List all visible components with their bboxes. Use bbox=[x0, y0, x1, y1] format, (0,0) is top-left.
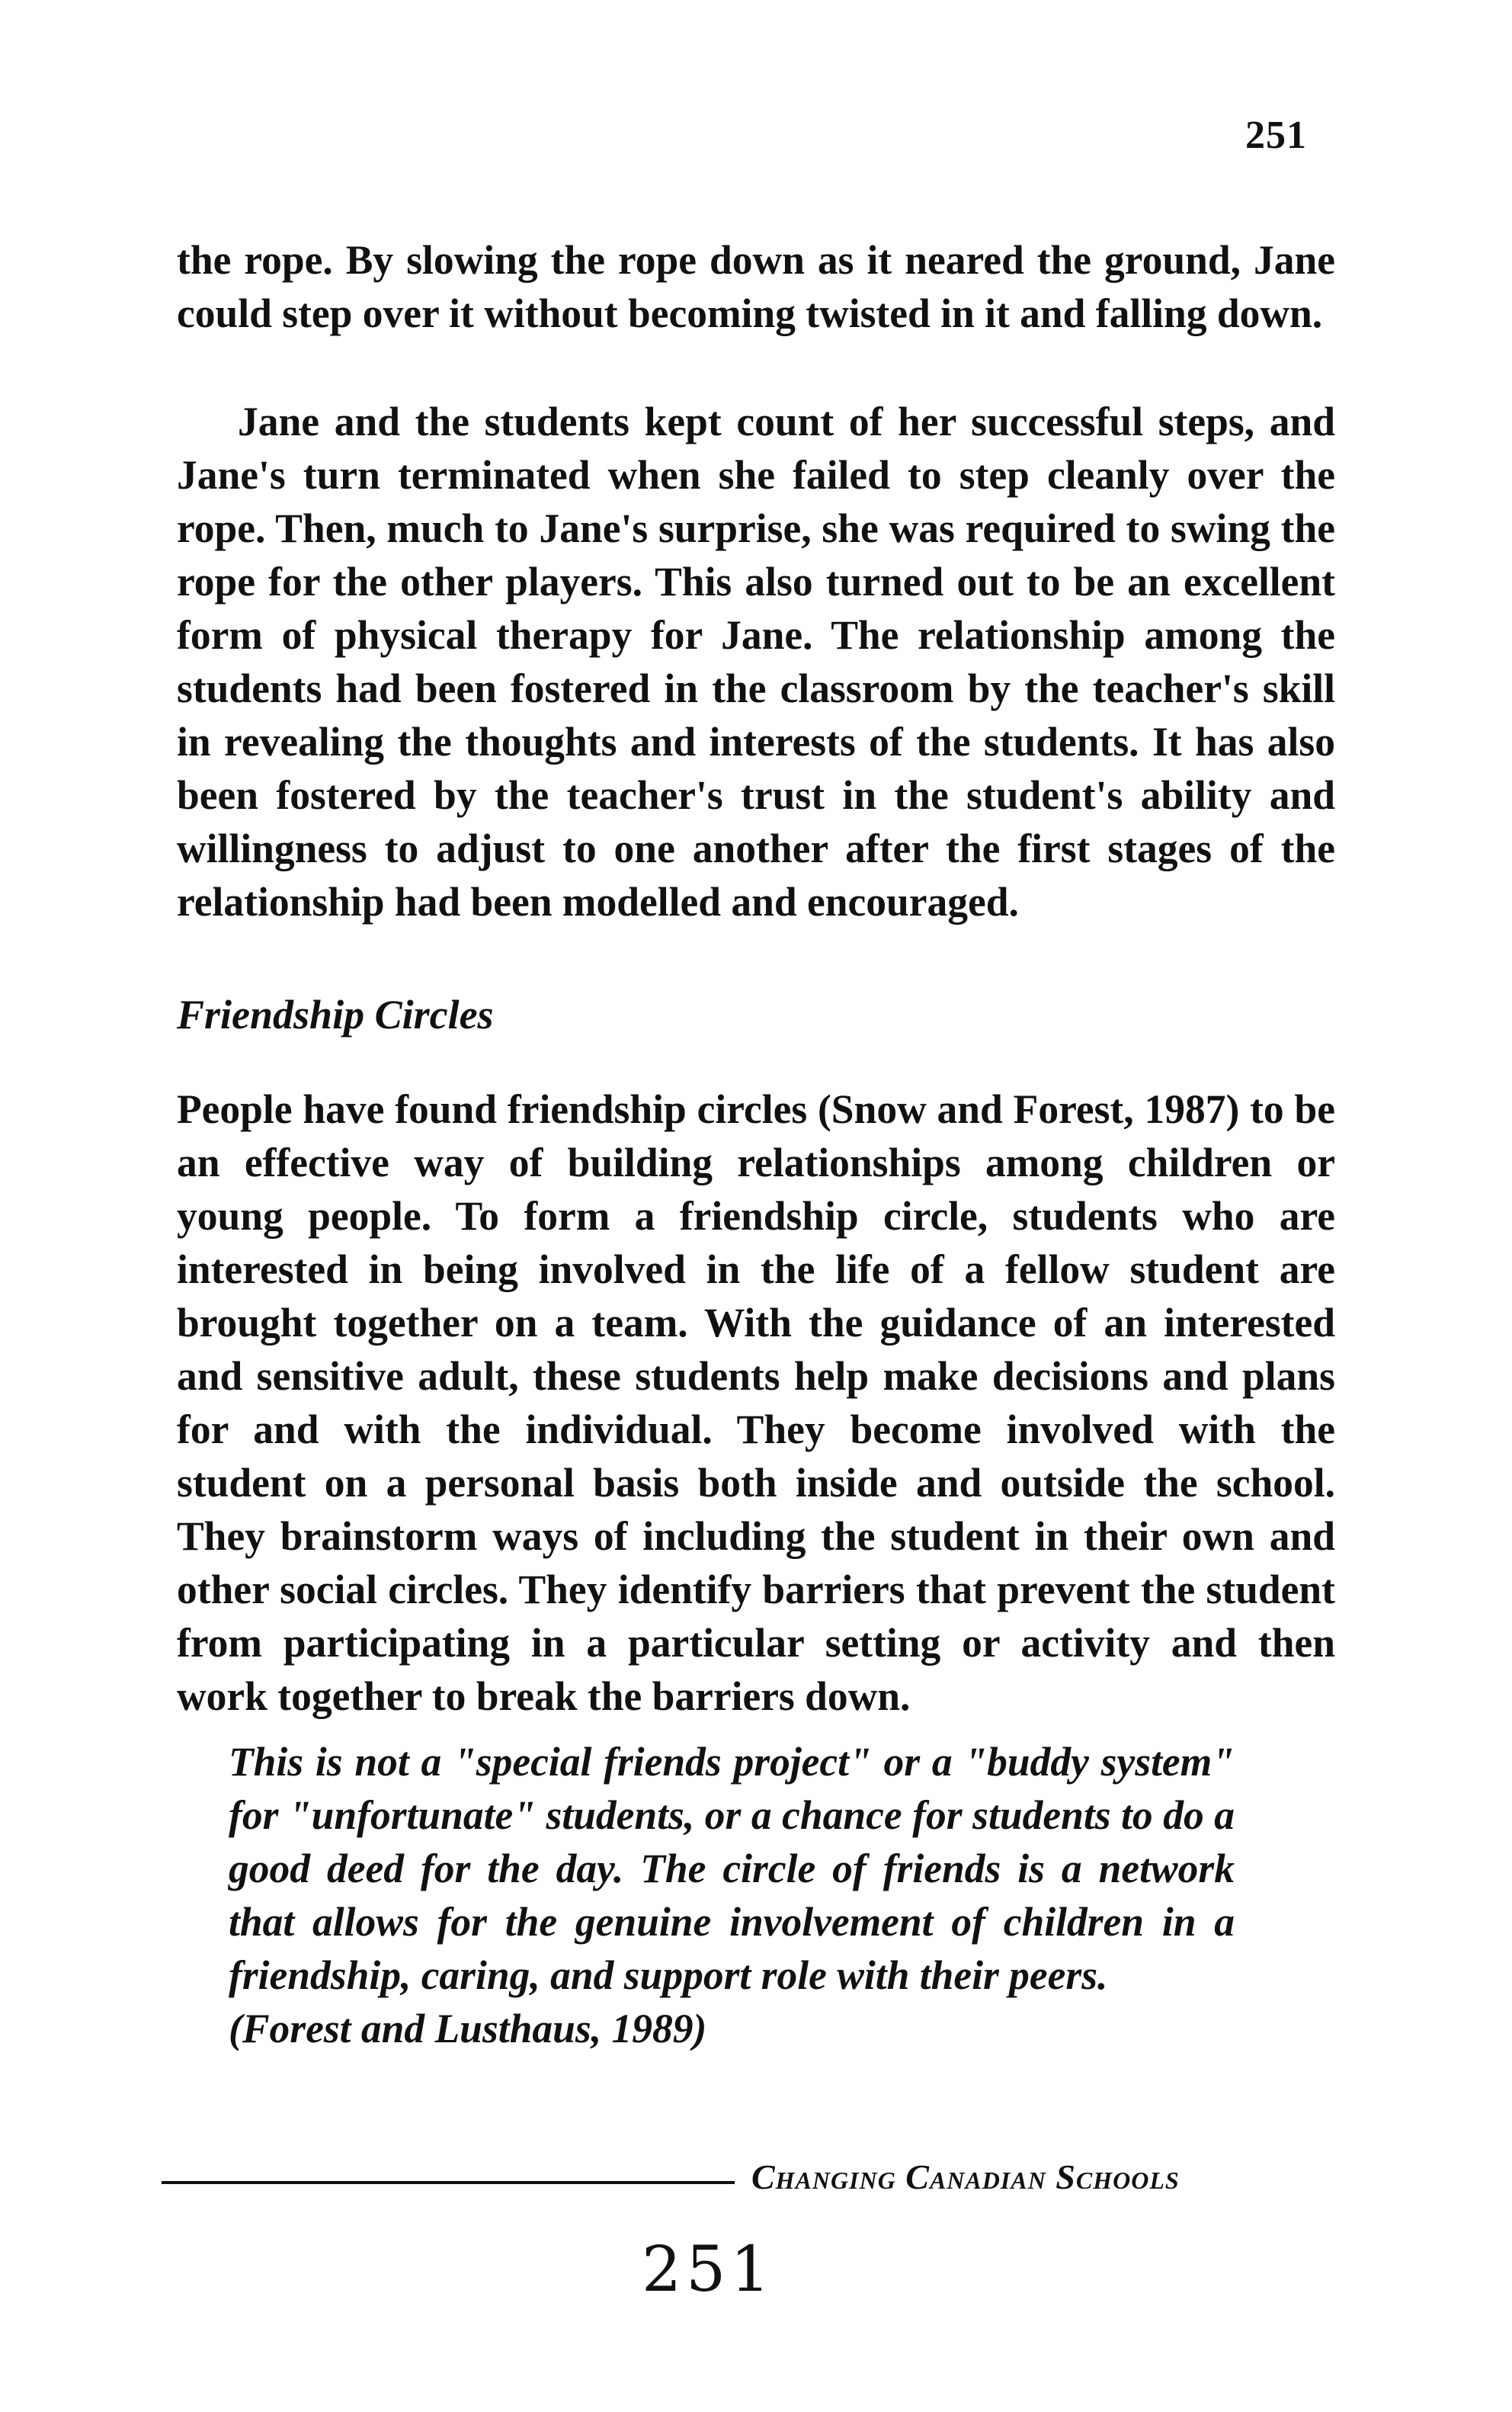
page-number-top: 251 bbox=[1245, 114, 1307, 157]
footer-rule bbox=[162, 2181, 735, 2184]
section-paragraph: People have found friendship circles (Snow and Forest, 1987) to be an effective way of building relationships among children or young people. To form a friendship circle, students who are interested in being involved in the life of a fellow student are brought together on a team. With the guidance of an interested and sensitive adult, these students help make decisions and plans for and with the individual. They become involved with the student on a personal basis both inside and outside the school. They brainstorm ways of including the student in their own and other social circles. They identify barriers that prevent the student from participating in a particular setting or activity and then work together to break the barriers down. bbox=[177, 1086, 1335, 1719]
page-number-bottom: 251 bbox=[642, 2234, 775, 2306]
body-paragraph-2: Jane and the students kept count of her successful steps, and Jane's turn terminated when she failed to step cleanly over the rope. Then, much to Jane's surprise, she was required to swing the rope for the other players. This also turned out to be an excellent form of physical therapy for Jane. The relationship among the students had been fostered in the classroom by the teacher's skill in revealing the thoughts and interests of the students. It has also been fostered by the teacher's trust in the student's ability and willingness to adjust to one another after the first stages of the relationship had been modelled and encouraged. bbox=[177, 398, 1335, 925]
section-heading: Friendship Circles bbox=[177, 992, 494, 1038]
quote-text: This is not a "special friends project" or a "buddy system" for "unfortunate" students, or a chance for students to do a good deed for the day. The circle of friends is a network that allows for the genuine involvement of children in a friendship, caring, and support role with their peers. bbox=[229, 1739, 1235, 1998]
body-paragraph-1: the rope. By slowing the rope down as it neared the ground, Jane could step over it without becoming twisted in it and falling down. bbox=[177, 236, 1335, 336]
footer-title: Changing Canadian Schools bbox=[751, 2157, 1180, 2196]
quote-citation: (Forest and Lusthaus, 1989) bbox=[229, 2006, 707, 2051]
block-quote bbox=[229, 1735, 1235, 2055]
